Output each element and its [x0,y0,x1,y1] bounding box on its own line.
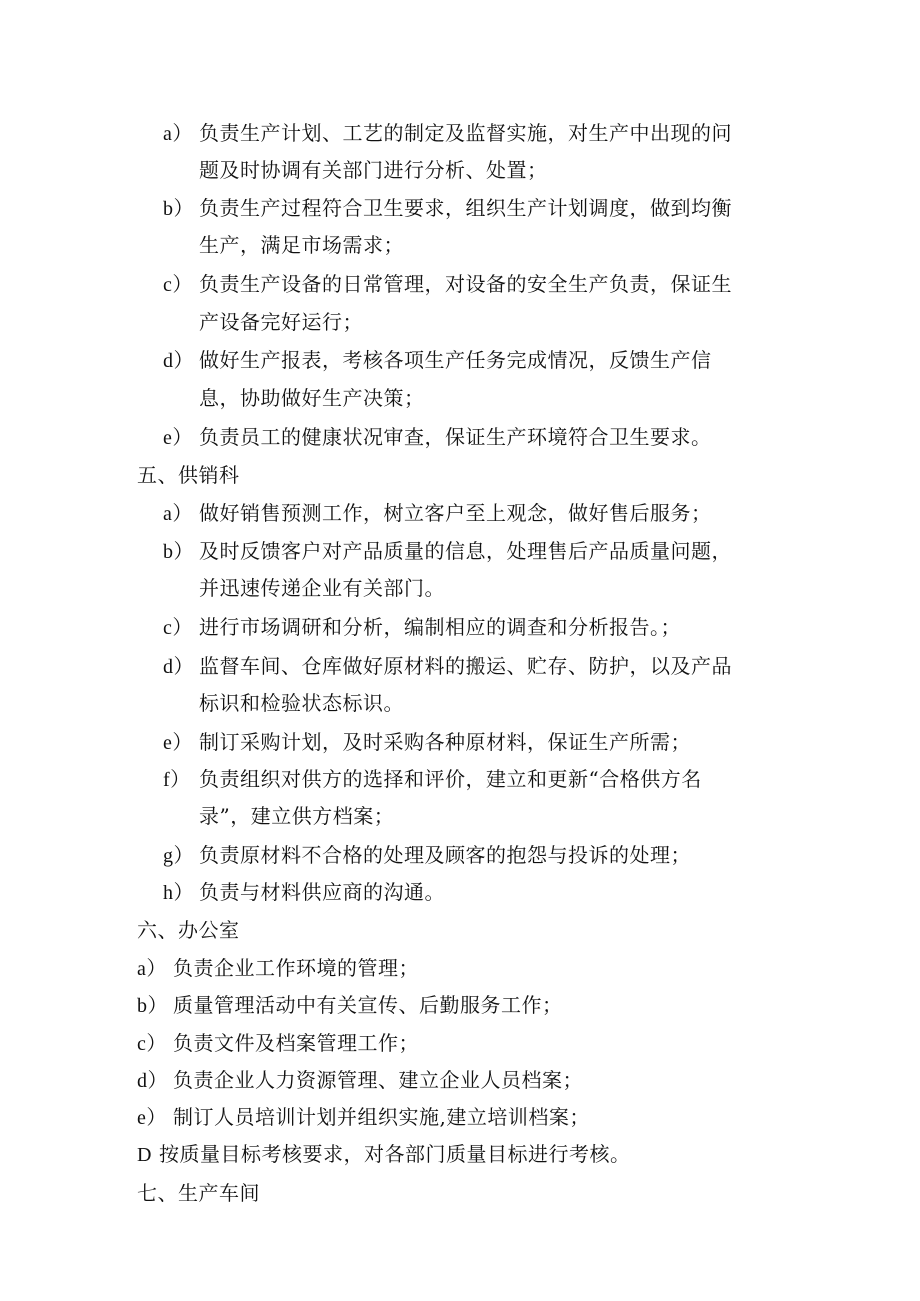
item-text: 题及时协调有关部门进行分析、处置； [199,158,548,182]
item-marker: c） [163,274,193,296]
item-marker: g） [163,845,194,867]
list-item [137,992,563,1019]
list-item [163,614,681,641]
item-marker: b） [163,198,194,220]
item-marker: a） [163,123,193,145]
section-heading: 五、供销科 [137,463,240,487]
list-item [163,195,732,222]
item-marker: e） [163,732,193,754]
list-item [163,766,702,793]
list-item-continuation [199,385,425,411]
section-heading: 七、生产车间 [137,1181,260,1205]
list-item [137,955,419,982]
item-marker: d） [163,656,194,678]
item-text: 负责与材料供应商的沟通。 [199,880,445,904]
item-marker: e） [163,427,193,449]
item-text: 产设备完好运行； [199,310,363,334]
list-item-continuation [199,309,363,335]
item-marker: c） [163,617,193,639]
item-marker: c） [137,1033,167,1055]
item-text: 录”，建立供方档案； [199,804,395,828]
item-text: 负责生产计划、工艺的制定及监督实施，对生产中出现的问 [199,121,732,145]
item-text: 标识和检验状态标识。 [199,691,404,715]
item-text: 并迅速传递企业有关部门。 [199,576,445,600]
item-text: 生产，满足市场需求； [199,233,404,257]
list-item [163,538,732,565]
list-item [137,1104,590,1131]
item-text: 负责生产设备的日常管理，对设备的安全生产负责，保证生 [199,272,732,296]
item-text: 制订人员培训计划并组织实施,建立培训档案； [173,1105,590,1129]
list-item [163,842,691,869]
item-text: 质量管理活动中有关宣传、后勤服务工作； [173,993,563,1017]
item-text: 负责组织对供方的选择和评价，建立和更新“合格供方名 [199,767,702,791]
item-text: 进行市场调研和分析，编制相应的调查和分析报告。； [199,615,681,639]
list-item-continuation [199,232,404,258]
list-item [163,347,712,374]
list-item-continuation [199,575,445,601]
item-text: 负责文件及档案管理工作； [173,1031,419,1055]
list-item [163,271,732,298]
item-text: 做好销售预测工作，树立客户至上观念，做好售后服务； [199,501,712,525]
item-marker: f） [163,769,191,791]
list-item [137,1141,631,1168]
list-item [163,120,732,147]
item-marker: a） [163,503,193,525]
list-item-continuation [199,803,394,829]
item-text: 监督车间、仓库做好原材料的搬运、贮存、防护，以及产品 [199,654,732,678]
list-item [137,1030,419,1057]
list-item [163,424,712,451]
item-text: 按质量目标考核要求，对各部门质量目标进行考核。 [159,1142,631,1166]
section-heading: 六、办公室 [137,918,240,942]
list-item [163,729,691,756]
item-text: 息，协助做好生产决策； [199,386,425,410]
item-text: 负责企业工作环境的管理； [173,956,419,980]
list-item [137,1067,583,1094]
list-item [163,879,445,906]
item-marker: e） [137,1107,167,1129]
item-marker: b） [163,541,194,563]
list-item [163,500,712,527]
item-marker: d） [137,1070,168,1092]
item-text: 及时反馈客户对产品质量的信息，处理售后产品质量问题， [199,539,732,563]
list-item-continuation [199,157,548,183]
item-text: 负责企业人力资源管理、建立企业人员档案； [173,1068,583,1092]
list-item [163,653,732,680]
item-marker: b） [137,995,168,1017]
item-marker: D [137,1144,152,1166]
item-marker: h） [163,882,194,904]
list-item-continuation [199,690,404,716]
item-text: 负责原材料不合格的处理及顾客的抱怨与投诉的处理； [199,843,691,867]
item-text: 做好生产报表，考核各项生产任务完成情况，反馈生产信 [199,348,712,372]
item-marker: a） [137,958,167,980]
item-text: 制订采购计划，及时采购各种原材料，保证生产所需； [199,730,691,754]
item-text: 负责生产过程符合卫生要求，组织生产计划调度，做到均衡 [199,196,732,220]
item-text: 负责员工的健康状况审查，保证生产环境符合卫生要求。 [199,425,712,449]
item-marker: d） [163,350,194,372]
